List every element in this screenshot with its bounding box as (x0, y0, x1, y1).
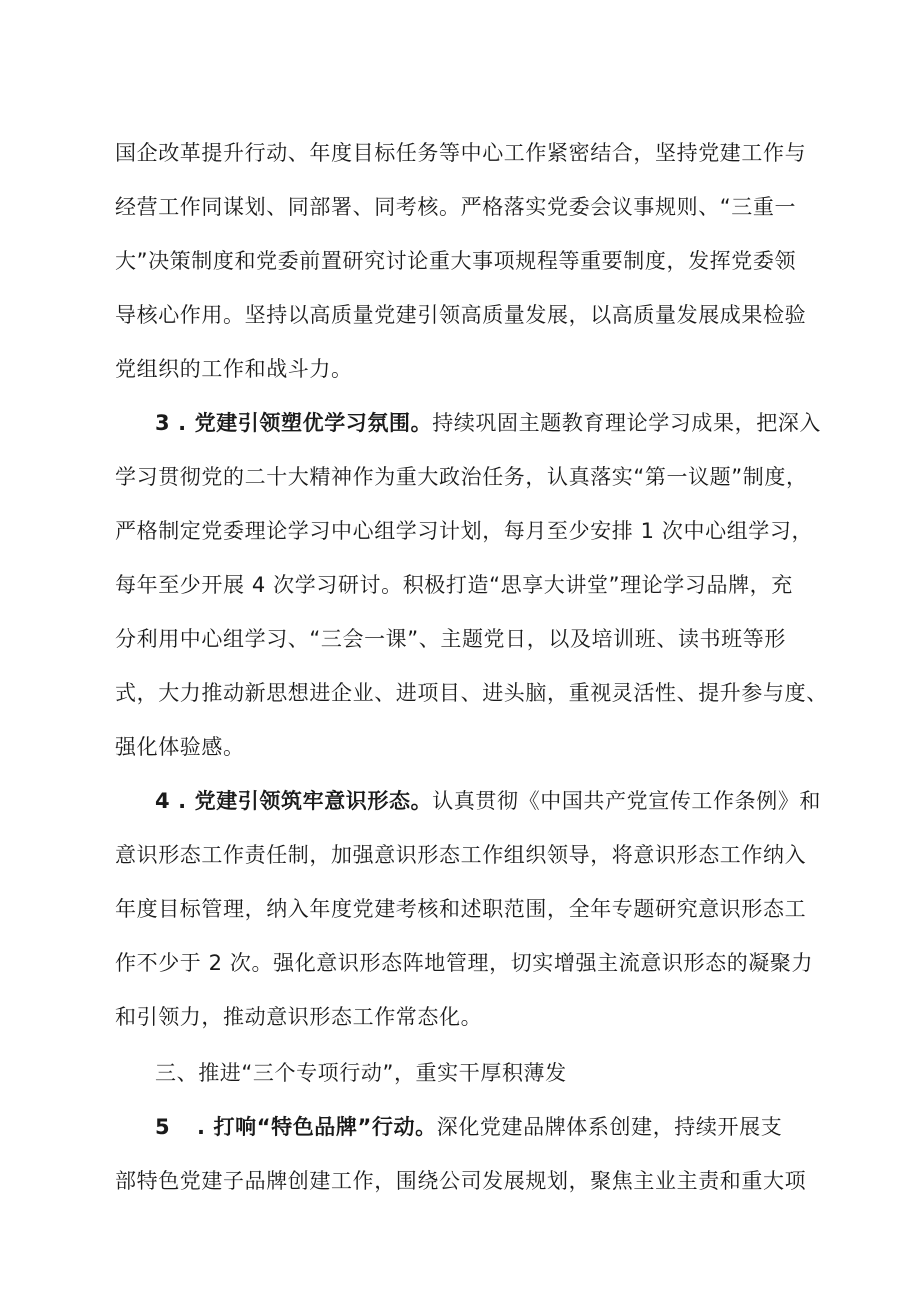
item-3-text: 持续巩固主题教育理论学习成果，把深入 (432, 411, 822, 435)
item-4-heading: 4 . 党建引领筑牢意识形态。 (155, 789, 433, 813)
item-4-text: 认真贯彻《中国共产党宣传工作条例》和 (432, 789, 822, 813)
paragraph-line: 学习贯彻党的二十大精神作为重大政治任务，认真落实“第一议题”制度， (115, 465, 808, 489)
paragraph-line: 年度目标管理，纳入年度党建考核和述职范围，全年专题研究意识形态工 (115, 897, 807, 921)
paragraph-line: 经营工作同谋划、同部署、同考核。严格落实党委会议事规则、“三重一 (115, 195, 797, 219)
paragraph-line: 国企改革提升行动、年度目标任务等中心工作紧密结合，坚持党建工作与 (115, 141, 807, 165)
item-5-heading: . 打响“特色品牌”行动。 (197, 1115, 437, 1139)
item-5-text: 深化党建品牌体系创建，持续开展支 (436, 1115, 783, 1139)
paragraph-line: 大”决策制度和党委前置研究讨论重大事项规程等重要制度，发挥党委领 (115, 249, 797, 273)
paragraph-line: 和引领力，推动意识形态工作常态化。 (115, 1005, 483, 1029)
paragraph-line: 强化体验感。 (115, 735, 245, 759)
item-5-number: 5 (155, 1115, 171, 1139)
item-3-heading: 3 . 党建引领塑优学习氛围。 (155, 411, 433, 435)
paragraph-line: 严格制定党委理论学习中心组学习计划，每月至少安排 1 次中心组学习， (115, 519, 814, 543)
paragraph-line: 部特色党建子品牌创建工作，围绕公司发展规划，聚焦主业主责和重大项 (115, 1169, 807, 1193)
paragraph-line: 每年至少开展 4 次学习研讨。积极打造“思享大讲堂”理论学习品牌，充 (115, 573, 793, 597)
paragraph-line: 分利用中心组学习、“三会一课”、主题党日，以及培训班、读书班等形 (115, 627, 786, 651)
item-4-first-line (155, 786, 821, 816)
paragraph-line: 意识形态工作责任制，加强意识形态工作组织领导，将意识形态工作纳入 (115, 843, 807, 867)
section-heading: 三、推进“三个专项行动”，重实干厚积薄发 (155, 1061, 567, 1085)
item-5-first-line (155, 1112, 782, 1142)
paragraph-line: 党组织的工作和战斗力。 (115, 357, 353, 381)
item-3-first-line (155, 408, 821, 438)
paragraph-line: 作不少于 2 次。强化意识形态阵地管理，切实增强主流意识形态的凝聚力 (115, 951, 814, 975)
paragraph-line: 式，大力推动新思想进企业、进项目、进头脑，重视灵活性、提升参与度、 (115, 681, 828, 705)
paragraph-line: 导核心作用。坚持以高质量党建引领高质量发展，以高质量发展成果检验 (115, 303, 807, 327)
